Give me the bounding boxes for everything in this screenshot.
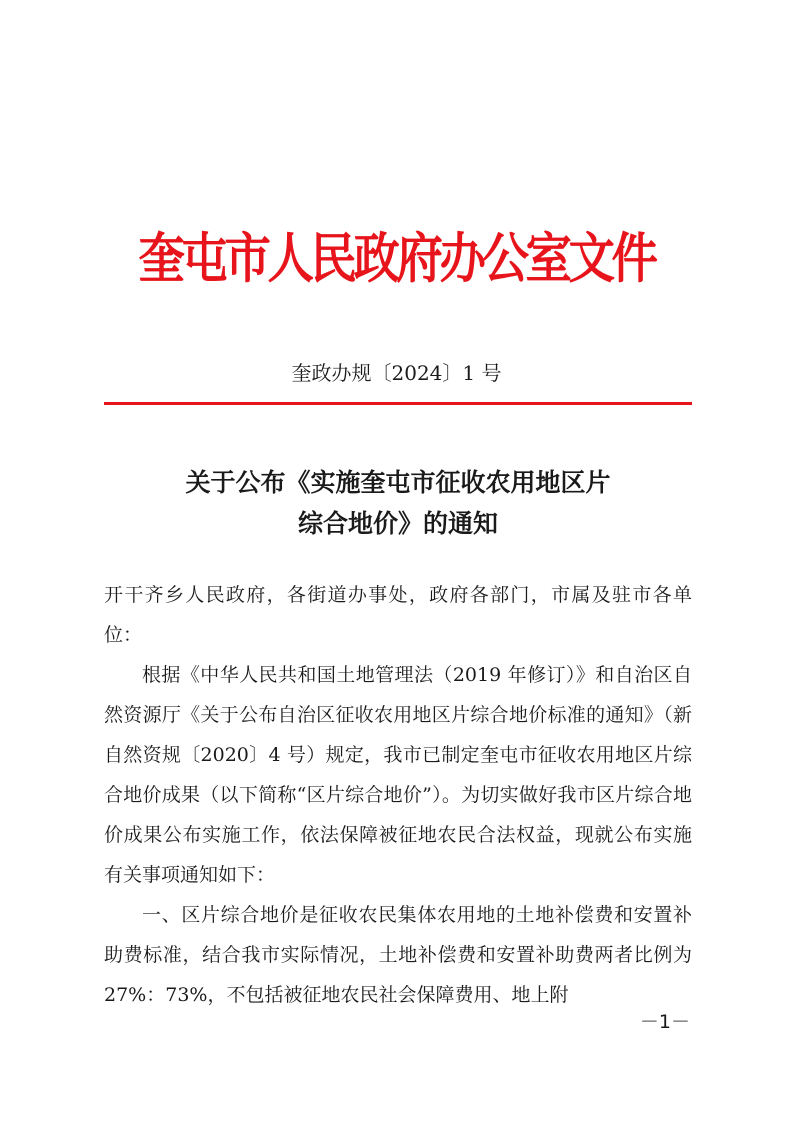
item-one-paragraph: 一、区片综合地价是征收农民集体农用地的土地补偿费和安置补助费标准，结合我市实际情况，土地补偿费和安置补助费两者比例为 27%：73%，不包括被征地农民社会保障费用、地上附 (104, 904, 692, 1006)
notice-title-line-2: 综合地价》的通知 (297, 509, 498, 538)
red-divider-line (104, 402, 692, 405)
notice-title-line-1: 关于公布《实施奎屯市征收农用地区片 (185, 468, 611, 497)
basis-paragraph: 根据《中华人民共和国土地管理法（2019 年修订）》和自治区自然资源厅《关于公布自治区征收农用地区片综合地价标准的通知》（新自然资规〔2020〕4 号）规定，我市已制定奎屯市征收农用地区片综合地价成果（以下简称“区片综合地价”）。为切实做好我市区片综合地价成果公布实施工作，依法保障被征地农民合法权益，现就公布实施有关事项通知如下： (104, 664, 692, 886)
page-number: －1－ (639, 1011, 690, 1033)
issuing-authority-header: 奎屯市人民政府办公室文件 (138, 226, 655, 290)
recipients-paragraph: 开干齐乡人民政府，各街道办事处，政府各部门，市属及驻市各单位： (104, 584, 692, 646)
notice-body (104, 575, 692, 1015)
notice-title (104, 462, 692, 544)
document-number: 奎政办规〔2024〕1 号 (291, 361, 502, 385)
